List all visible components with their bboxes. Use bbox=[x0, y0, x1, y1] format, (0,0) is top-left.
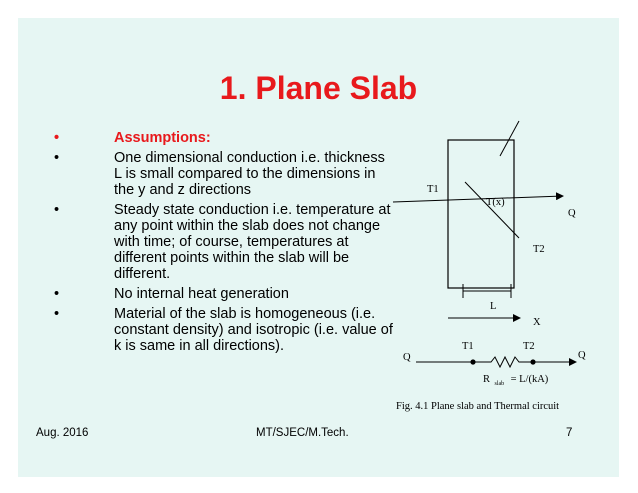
temperature-pointer-line bbox=[500, 121, 519, 156]
bullet-homogeneous bbox=[54, 306, 394, 354]
bullet-steady-state bbox=[54, 202, 394, 282]
resistance-subscript: slab bbox=[494, 381, 505, 387]
bullet-text: Material of the slab is homogeneous (i.e. constant density) and isotropic (i.e. value of k is same in all directions). bbox=[114, 306, 393, 354]
circuit-label-t2: T2 bbox=[523, 341, 535, 352]
bullet-marker: • bbox=[54, 130, 60, 146]
thermal-resistor bbox=[473, 357, 533, 367]
bullet-text: Assumptions: bbox=[114, 130, 211, 146]
bullet-list bbox=[54, 130, 394, 358]
label-q: Q bbox=[568, 208, 576, 219]
heat-flow-arrow bbox=[393, 196, 563, 202]
footer-date: Aug. 2016 bbox=[36, 427, 89, 439]
resistance-formula: = L/(kA) bbox=[510, 374, 549, 385]
resistance-r: R bbox=[483, 374, 491, 385]
bullet-marker: • bbox=[54, 150, 60, 166]
resistance-label bbox=[483, 369, 549, 389]
figure-caption: Fig. 4.1 Plane slab and Thermal circuit bbox=[396, 401, 560, 412]
slide-title: 1. Plane Slab bbox=[219, 70, 418, 106]
bullet-assumptions bbox=[54, 130, 394, 146]
label-tx: T(x) bbox=[486, 197, 505, 208]
temperature-profile-line bbox=[465, 182, 519, 238]
label-x: X bbox=[533, 317, 541, 328]
footer-page-number: 7 bbox=[566, 427, 573, 439]
bullet-no-heat-generation bbox=[54, 286, 394, 302]
slab-diagram bbox=[373, 118, 619, 418]
bullet-text: No internal heat generation bbox=[114, 286, 289, 302]
slab-rectangle bbox=[448, 140, 514, 288]
circuit-label-q-right: Q bbox=[578, 350, 586, 361]
bullet-marker: • bbox=[54, 202, 60, 218]
circuit-label-q-left: Q bbox=[403, 352, 411, 363]
slide bbox=[18, 18, 619, 477]
bullet-marker: • bbox=[54, 286, 60, 302]
label-t2: T2 bbox=[533, 244, 545, 255]
bullet-text: Steady state conduction i.e. temperature at any point within the slab does not change with time; of course, temperatures at different points within the slab will be different. bbox=[114, 202, 391, 282]
footer-course: MT/SJEC/M.Tech. bbox=[256, 427, 349, 439]
bullet-text: One dimensional conduction i.e. thickness L is small compared to the dimensions in the y and z directions bbox=[114, 150, 385, 198]
label-l: L bbox=[490, 301, 497, 312]
label-t1: T1 bbox=[427, 184, 439, 195]
bullet-one-dimensional bbox=[54, 150, 394, 198]
bullet-marker: • bbox=[54, 306, 60, 322]
circuit-label-t1: T1 bbox=[462, 341, 474, 352]
